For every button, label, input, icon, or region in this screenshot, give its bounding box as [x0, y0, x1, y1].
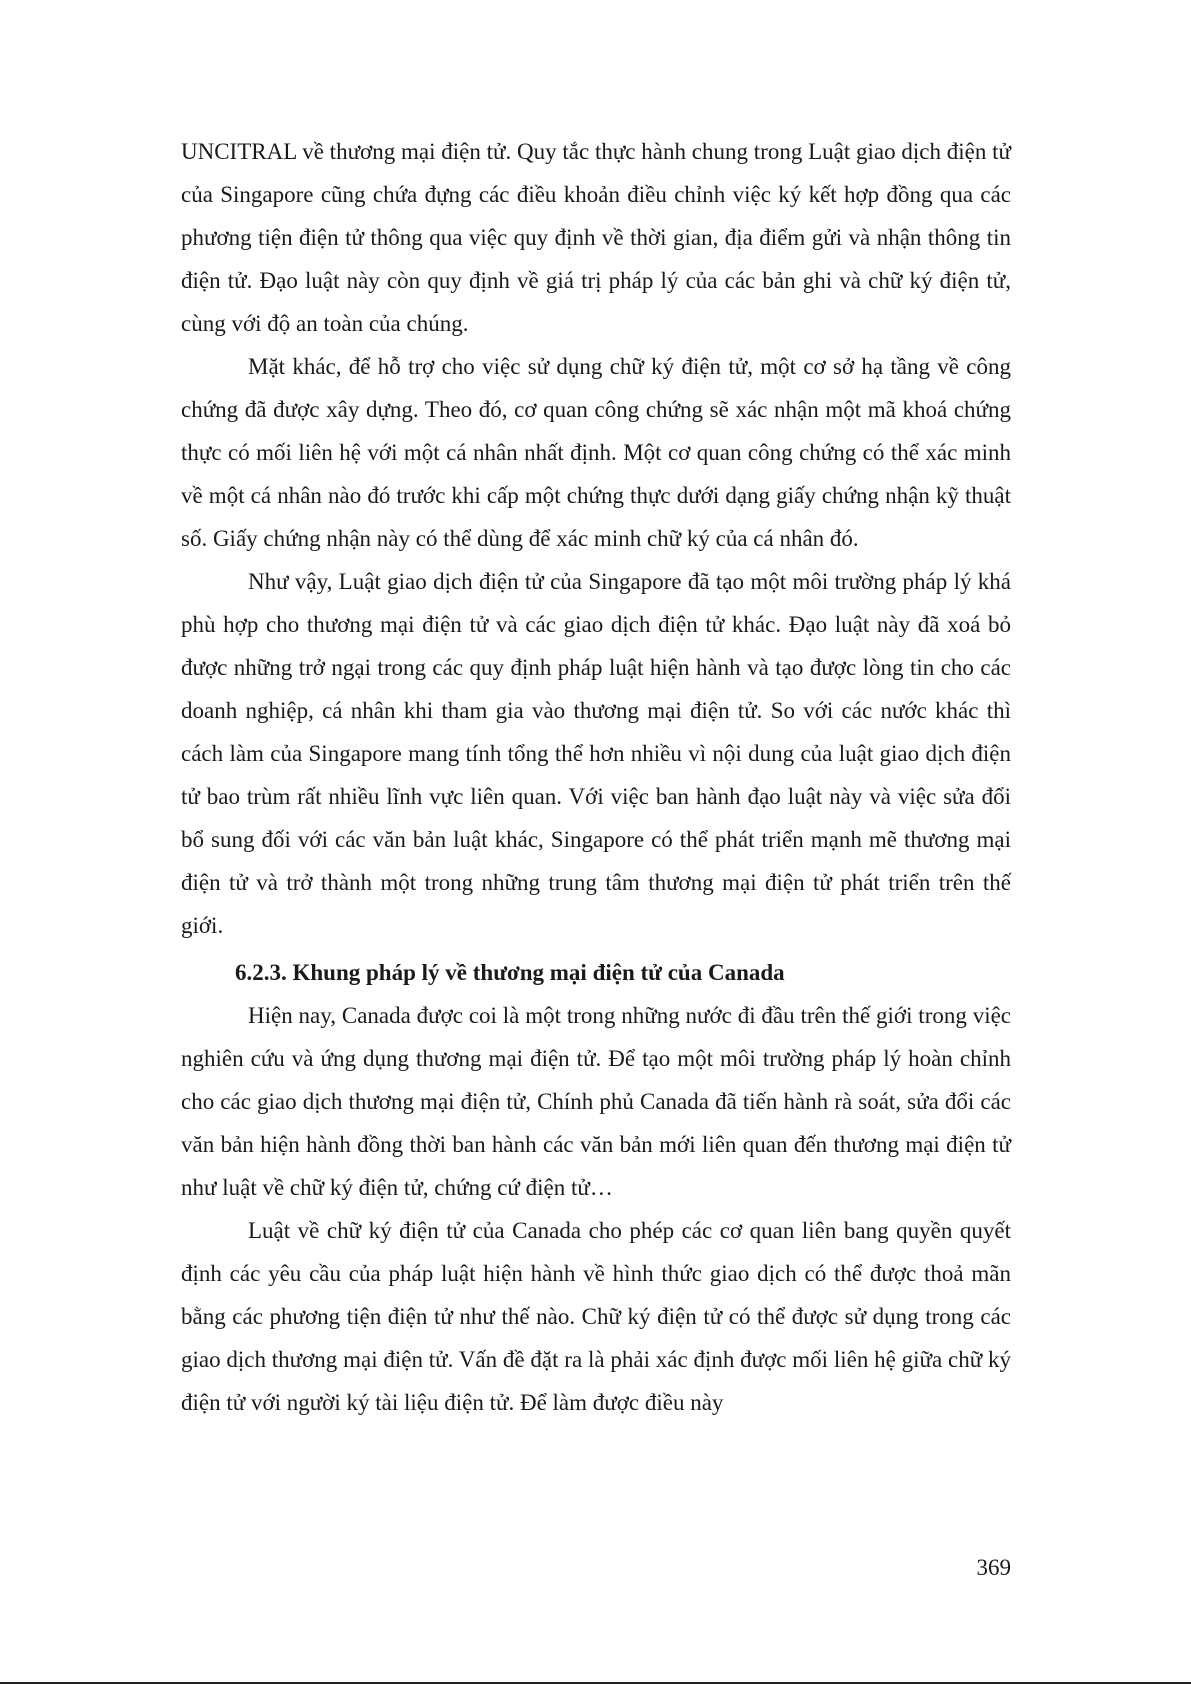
paragraph-canada-intro: Hiện nay, Canada được coi là một trong những nước đi đầu trên thế giới trong việc nghiên cứu và ứng dụng thương mại điện tử. Để tạo một môi trường pháp lý hoàn chỉnh cho các giao dịch thương mại điện tử, Chính phủ Canada đã tiến hành rà soát, sửa đổi các văn bản hiện hành đồng thời ban hành các văn bản mới liên quan đến thương mại điện tử như luật về chữ ký điện tử, chứng cứ điện tử…	[181, 1003, 1011, 1200]
paragraph-singapore-summary: Như vậy, Luật giao dịch điện tử của Singapore đã tạo một môi trường pháp lý khá phù hợp cho thương mại điện tử và các giao dịch điện tử khác. Đạo luật này đã xoá bỏ được những trở ngại trong các quy định pháp luật hiện hành và tạo được lòng tin cho các doanh nghiệp, cá nhân khi tham gia vào thương mại điện tử. So với các nước khác thì cách làm của Singapore mang tính tổng thể hơn nhiều vì nội dung của luật giao dịch điện tử bao trùm rất nhiều lĩnh vực liên quan. Với việc ban hành đạo luật này và việc sửa đổi bổ sung đối với các văn bản luật khác, Singapore có thể phát triển mạnh mẽ thương mại điện tử và trở thành một trong những trung tâm thương mại điện tử phát triển trên thế giới.	[181, 569, 1011, 938]
page-body	[181, 130, 1011, 1424]
page-bottom-border	[0, 1682, 1191, 1684]
section-heading-canada: 6.2.3. Khung pháp lý về thương mại điện tử của Canada	[235, 960, 785, 985]
paragraph-canada-signature-law: Luật về chữ ký điện tử của Canada cho phép các cơ quan liên bang quyền quyết định các yêu cầu của pháp luật hiện hành về hình thức giao dịch có thể được thoả mãn bằng các phương tiện điện tử như thế nào. Chữ ký điện tử có thể được sử dụng trong các giao dịch thương mại điện tử. Vấn đề đặt ra là phải xác định được mối liên hệ giữa chữ ký điện tử với người ký tài liệu điện tử. Để làm được điều này	[181, 1218, 1011, 1415]
page-number: 369	[976, 1555, 1011, 1580]
paragraph-digital-signature-infrastructure: Mặt khác, để hỗ trợ cho việc sử dụng chữ ký điện tử, một cơ sở hạ tầng về công chứng đã được xây dựng. Theo đó, cơ quan công chứng sẽ xác nhận một mã khoá chứng thực có mối liên hệ với một cá nhân nhất định. Một cơ quan công chứng có thể xác minh về một cá nhân nào đó trước khi cấp một chứng thực dưới dạng giấy chứng nhận kỹ thuật số. Giấy chứng nhận này có thể dùng để xác minh chữ ký của cá nhân đó.	[181, 354, 1011, 551]
paragraph-uncitral-singapore: UNCITRAL về thương mại điện tử. Quy tắc thực hành chung trong Luật giao dịch điện tử của Singapore cũng chứa đựng các điều khoản điều chỉnh việc ký kết hợp đồng qua các phương tiện điện tử thông qua việc quy định về thời gian, địa điểm gửi và nhận thông tin điện tử. Đạo luật này còn quy định về giá trị pháp lý của các bản ghi và chữ ký điện tử, cùng với độ an toàn của chúng.	[181, 139, 1011, 336]
